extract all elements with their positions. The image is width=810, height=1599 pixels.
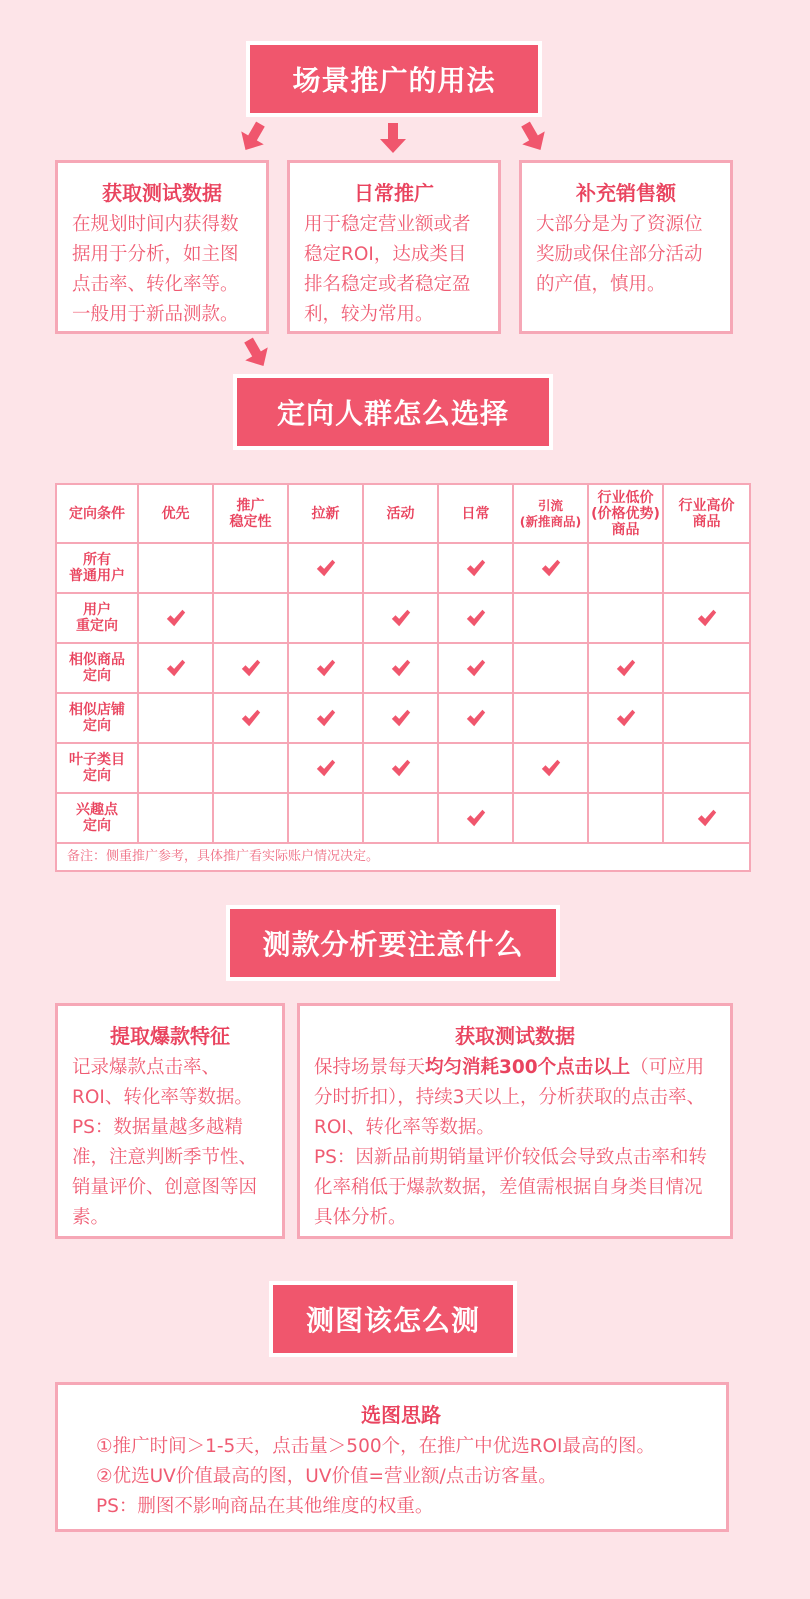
- row-label: 所有 普通用户: [56, 543, 138, 593]
- card-title: 补充销售额: [576, 181, 676, 205]
- table-cell: [663, 543, 750, 593]
- table-row: [56, 543, 750, 593]
- table-row: [56, 693, 750, 743]
- checkmark-icon: [390, 710, 412, 726]
- checkmark-icon: [315, 760, 337, 776]
- checkmark-icon: [315, 710, 337, 726]
- checkmark-icon: [465, 810, 487, 826]
- table-cell: [138, 743, 213, 793]
- row-label: 兴趣点 定向: [56, 793, 138, 843]
- table-cell: [363, 543, 438, 593]
- table-header-row: [56, 484, 750, 543]
- table-header-cell: 定向条件: [56, 484, 138, 543]
- card-title: 提取爆款特征: [110, 1024, 230, 1048]
- table-cell: [663, 643, 750, 693]
- row-label: 相似商品 定向: [56, 643, 138, 693]
- card-title: 日常推广: [354, 181, 434, 205]
- card-body: 大部分是为了资源位奖励或保住部分活动的产值，慎用。: [536, 214, 703, 295]
- table-header-cell: 拉新: [288, 484, 363, 543]
- checkmark-icon: [465, 710, 487, 726]
- table-cell: [288, 593, 363, 643]
- table-cell: [513, 643, 588, 693]
- table-cell: [588, 693, 663, 743]
- arrow-down-right-icon: [514, 118, 552, 157]
- table-cell: [663, 743, 750, 793]
- checkmark-icon: [465, 660, 487, 676]
- table-cell: [363, 643, 438, 693]
- table-cell: [588, 543, 663, 593]
- row-label: 相似店铺 定向: [56, 693, 138, 743]
- checkmark-icon: [240, 660, 262, 676]
- table-cell: [363, 593, 438, 643]
- targeting-table: [55, 483, 751, 872]
- table-row: [56, 593, 750, 643]
- card-line: ②优选UV价值最高的图，UV价值=营业额/点击访客量。: [96, 1466, 557, 1487]
- checkmark-icon: [540, 760, 562, 776]
- table-cell: [438, 793, 513, 843]
- table-cell: [663, 593, 750, 643]
- table-cell: [513, 543, 588, 593]
- table-cell: [513, 793, 588, 843]
- section2-title: 定向人群怎么选择: [237, 378, 549, 446]
- table-cell: [513, 743, 588, 793]
- arrow-down-left-icon: [234, 118, 272, 157]
- checkmark-icon: [390, 660, 412, 676]
- table-cell: [438, 593, 513, 643]
- table-cell: [138, 793, 213, 843]
- table-cell: [288, 743, 363, 793]
- checkmark-icon: [615, 660, 637, 676]
- table-cell: [588, 743, 663, 793]
- checkmark-icon: [315, 560, 337, 576]
- checkmark-icon: [465, 610, 487, 626]
- table-cell: [288, 543, 363, 593]
- table-cell: [213, 643, 288, 693]
- card-body: 在规划时间内获得数据用于分析，如主图点击率、转化率等。一般用于新品测款。: [72, 214, 239, 325]
- body-text: 保持场景每天: [314, 1057, 426, 1078]
- checkmark-icon: [696, 810, 718, 826]
- table-cell: [138, 643, 213, 693]
- card-body: 记录爆款点击率、ROI、转化率等数据。PS：数据量越多越精准，注意判断季节性、销量评价、创意图等因素。: [72, 1057, 258, 1228]
- checkmark-icon: [540, 560, 562, 576]
- body-emphasis: 均匀消耗300个点击以上: [425, 1057, 631, 1078]
- analysis-card-features: [55, 1003, 285, 1239]
- table-note: 备注：侧重推广参考，具体推广看实际账户情况决定。: [56, 843, 750, 871]
- table-cell: [138, 543, 213, 593]
- usage-card-test-data: [55, 160, 269, 334]
- checkmark-icon: [390, 610, 412, 626]
- row-label: 叶子类目 定向: [56, 743, 138, 793]
- table-cell: [588, 643, 663, 693]
- table-header-cell: 引流 (新推商品): [513, 484, 588, 543]
- table-cell: [288, 643, 363, 693]
- table-note-row: [56, 843, 750, 871]
- arrow-down-icon: [380, 123, 406, 153]
- table-cell: [288, 693, 363, 743]
- card-title: 获取测试数据: [102, 181, 222, 205]
- table-cell: [438, 543, 513, 593]
- checkmark-icon: [165, 660, 187, 676]
- table-cell: [588, 593, 663, 643]
- table-cell: [363, 693, 438, 743]
- table-cell: [363, 743, 438, 793]
- table-row: [56, 743, 750, 793]
- table-cell: [438, 743, 513, 793]
- table-cell: [663, 693, 750, 743]
- checkmark-icon: [390, 760, 412, 776]
- section1-title: 场景推广的用法: [250, 45, 538, 113]
- table-cell: [213, 793, 288, 843]
- card-title: 选图思路: [361, 1403, 441, 1427]
- checkmark-icon: [465, 560, 487, 576]
- card-line: ①推广时间＞1-5天，点击量＞500个，在推广中优选ROI最高的图。: [96, 1436, 655, 1457]
- checkmark-icon: [165, 610, 187, 626]
- checkmark-icon: [315, 660, 337, 676]
- table-cell: [513, 693, 588, 743]
- section3-title: 测款分析要注意什么: [230, 909, 556, 977]
- table-cell: [438, 643, 513, 693]
- table-cell: [288, 793, 363, 843]
- usage-card-daily: [287, 160, 501, 334]
- card-ps: PS：因新品前期销量评价较低会导致点击率和转化率稍低于爆款数据，差值需根据自身类目情况具体分析。: [314, 1147, 707, 1228]
- table-cell: [663, 793, 750, 843]
- checkmark-icon: [240, 710, 262, 726]
- card-body: 用于稳定营业额或者稳定ROI，达成类目排名稳定或者稳定盈利，较为常用。: [304, 214, 471, 325]
- table-header-cell: 日常: [438, 484, 513, 543]
- usage-card-supplement: [519, 160, 733, 334]
- table-header-cell: 行业高价 商品: [663, 484, 750, 543]
- row-label: 用户 重定向: [56, 593, 138, 643]
- table-header-cell: 活动: [363, 484, 438, 543]
- table-cell: [213, 743, 288, 793]
- checkmark-icon: [696, 610, 718, 626]
- table-cell: [138, 693, 213, 743]
- table-header-cell: 推广 稳定性: [213, 484, 288, 543]
- checkmark-icon: [615, 710, 637, 726]
- arrow-down-right-icon: [237, 334, 275, 373]
- table-cell: [213, 543, 288, 593]
- image-test-card: [55, 1382, 729, 1532]
- table-cell: [513, 593, 588, 643]
- table-header-cell: 优先: [138, 484, 213, 543]
- table-row: [56, 793, 750, 843]
- table-header-cell: 行业低价 (价格优势) 商品: [588, 484, 663, 543]
- section4-title: 测图该怎么测: [273, 1285, 513, 1353]
- body-text: （可应用分时折扣），持续3天以上，分析获取的点击率、ROI、转化率等数据。: [314, 1057, 706, 1138]
- table-cell: [213, 693, 288, 743]
- table-cell: [213, 593, 288, 643]
- card-title: 获取测试数据: [455, 1024, 575, 1048]
- analysis-card-test-data: [297, 1003, 733, 1239]
- table-cell: [138, 593, 213, 643]
- table-cell: [363, 793, 438, 843]
- card-body: [314, 1053, 716, 1143]
- table-cell: [438, 693, 513, 743]
- table-cell: [588, 793, 663, 843]
- table-row: [56, 643, 750, 693]
- card-line: PS：删图不影响商品在其他维度的权重。: [96, 1496, 434, 1517]
